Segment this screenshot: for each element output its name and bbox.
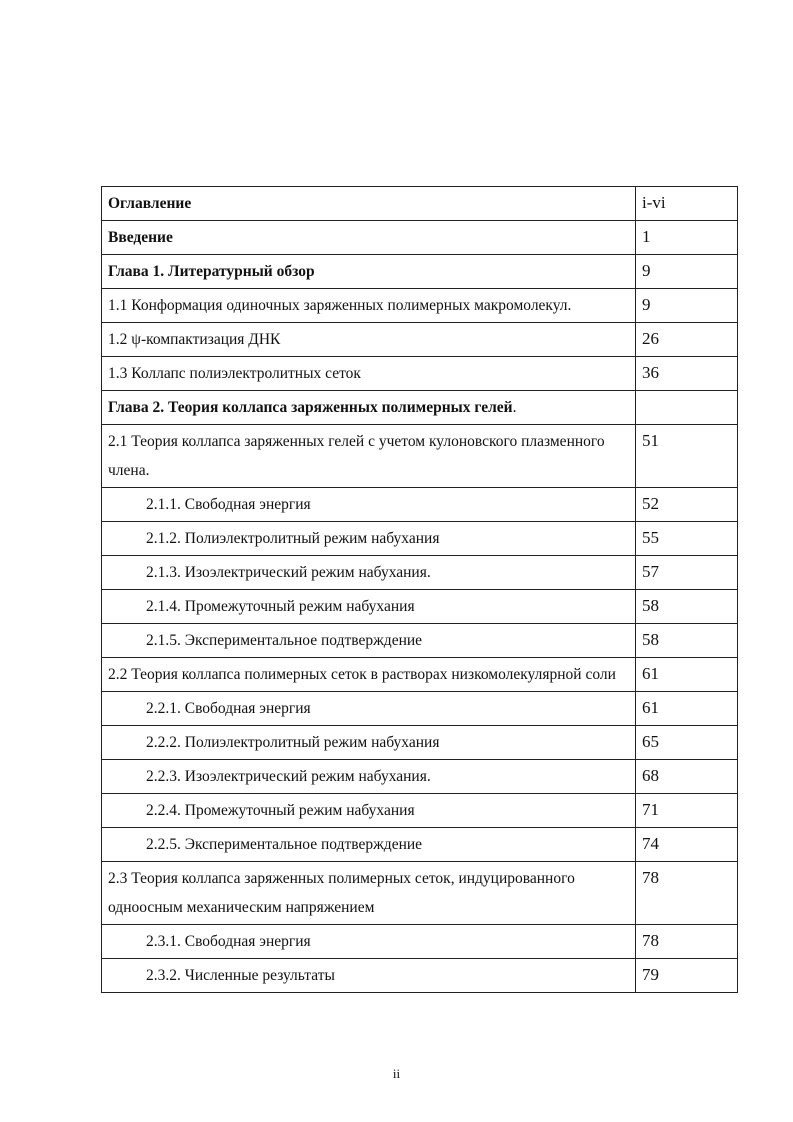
page-ref: 71 bbox=[636, 794, 738, 828]
chapter-title: Глава 2. Теория коллапса заряженных полимерных гелей bbox=[108, 399, 513, 416]
toc-entry-title: 2.3.2. Численные результаты bbox=[102, 959, 636, 993]
page-ref: 78 bbox=[636, 862, 738, 925]
table-row bbox=[102, 255, 738, 289]
page-ref: 78 bbox=[636, 925, 738, 959]
chapter-title-period: . bbox=[512, 399, 517, 416]
table-row bbox=[102, 925, 738, 959]
toc-entry-title: 2.2.2. Полиэлектролитный режим набухания bbox=[102, 726, 636, 760]
table-row bbox=[102, 959, 738, 993]
toc-entry-title: 2.2.3. Изоэлектрический режим набухания. bbox=[102, 760, 636, 794]
toc-entry-title: 2.2.1. Свободная энергия bbox=[102, 692, 636, 726]
table-row bbox=[102, 828, 738, 862]
toc-entry-title: 2.1.3. Изоэлектрический режим набухания. bbox=[102, 556, 636, 590]
table-row bbox=[102, 726, 738, 760]
toc-entry-title: Введение bbox=[102, 221, 636, 255]
toc-entry-title: 2.1.4. Промежуточный режим набухания bbox=[102, 590, 636, 624]
toc-entry-title: 2.1.1. Свободная энергия bbox=[102, 488, 636, 522]
toc-entry-title: 2.1 Теория коллапса заряженных гелей с учетом кулоновского плазменного члена. bbox=[102, 425, 636, 488]
table-row bbox=[102, 221, 738, 255]
page-ref: 26 bbox=[636, 323, 738, 357]
page-ref: 51 bbox=[636, 425, 738, 488]
page-ref: 58 bbox=[636, 590, 738, 624]
table-row bbox=[102, 556, 738, 590]
toc-entry-title: 2.1.5. Экспериментальное подтверждение bbox=[102, 624, 636, 658]
table-row bbox=[102, 794, 738, 828]
toc-entry-title: 2.1.2. Полиэлектролитный режим набухания bbox=[102, 522, 636, 556]
table-row bbox=[102, 760, 738, 794]
table-row bbox=[102, 522, 738, 556]
page-number: ii bbox=[392, 1066, 401, 1081]
toc-entry-title: 2.2.5. Экспериментальное подтверждение bbox=[102, 828, 636, 862]
page-ref: 79 bbox=[636, 959, 738, 993]
table-of-contents bbox=[101, 186, 738, 993]
table-row bbox=[102, 425, 738, 488]
table-row bbox=[102, 658, 738, 692]
page-ref: 52 bbox=[636, 488, 738, 522]
toc-entry-title: 2.2.4. Промежуточный режим набухания bbox=[102, 794, 636, 828]
toc-heading: Оглавление bbox=[102, 187, 636, 221]
table-row bbox=[102, 590, 738, 624]
toc-entry-title: 1.2 ψ-компактизация ДНК bbox=[102, 323, 636, 357]
table-row bbox=[102, 488, 738, 522]
page-ref: 65 bbox=[636, 726, 738, 760]
page-ref: 61 bbox=[636, 658, 738, 692]
table-row bbox=[102, 323, 738, 357]
table-row bbox=[102, 289, 738, 323]
toc-entry-title: 1.1 Конформация одиночных заряженных полимерных макромолекул. bbox=[102, 289, 636, 323]
page-ref: 1 bbox=[636, 221, 738, 255]
toc-entry-title: 2.2 Теория коллапса полимерных сеток в растворах низкомолекулярной соли bbox=[102, 658, 636, 692]
toc-entry-title: 2.3 Теория коллапса заряженных полимерных сеток, индуцированного одноосным механическим напряжением bbox=[102, 862, 636, 925]
page-ref: 58 bbox=[636, 624, 738, 658]
table-row bbox=[102, 187, 738, 221]
toc-entry-title: Глава 1. Литературный обзор bbox=[102, 255, 636, 289]
table-row bbox=[102, 391, 738, 425]
page-ref: 74 bbox=[636, 828, 738, 862]
page-ref: 57 bbox=[636, 556, 738, 590]
page-ref: 9 bbox=[636, 255, 738, 289]
page-ref: 61 bbox=[636, 692, 738, 726]
page-ref bbox=[636, 391, 738, 425]
table-row bbox=[102, 624, 738, 658]
page-ref: 68 bbox=[636, 760, 738, 794]
table-row bbox=[102, 862, 738, 925]
page-ref: 9 bbox=[636, 289, 738, 323]
toc-entry-title bbox=[102, 391, 636, 425]
page-ref: i-vi bbox=[636, 187, 738, 221]
page-ref: 55 bbox=[636, 522, 738, 556]
page-ref: 36 bbox=[636, 357, 738, 391]
toc-entry-title: 2.3.1. Свободная энергия bbox=[102, 925, 636, 959]
toc-entry-title: 1.3 Коллапс полиэлектролитных сеток bbox=[102, 357, 636, 391]
table-row bbox=[102, 357, 738, 391]
table-row bbox=[102, 692, 738, 726]
